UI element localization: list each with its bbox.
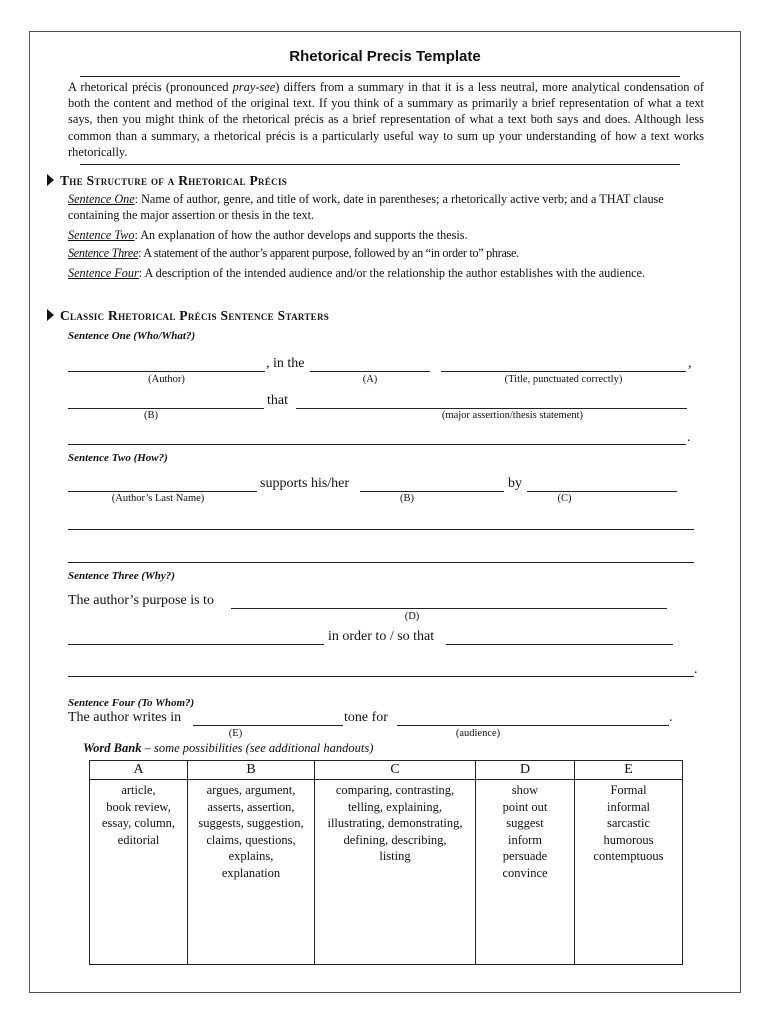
word-bank-label xyxy=(83,741,373,756)
tone-text: tone for xyxy=(344,710,388,725)
purpose-blank[interactable] xyxy=(231,608,667,609)
writes-text: The author writes in xyxy=(68,710,182,725)
in-the-text: , in the xyxy=(266,356,305,371)
structure-heading-text: The Structure of a Rhetorical Précis xyxy=(60,173,288,188)
audience-blank[interactable] xyxy=(397,725,669,726)
column-header-b: B xyxy=(188,761,315,780)
intro-paragraph xyxy=(68,79,704,160)
word-bank-word: show xyxy=(511,783,539,797)
word-bank-cell-e xyxy=(575,780,683,965)
sentence-three-label: Sentence Three (Why?) xyxy=(68,570,175,582)
caption-d: (D) xyxy=(404,611,420,622)
word-bank-word: explains, xyxy=(228,849,274,863)
purpose-text: The author’s purpose is to xyxy=(68,593,214,608)
word-bank-word: suggests, suggestion, xyxy=(198,816,304,830)
column-header-c: C xyxy=(315,761,476,780)
word-bank-word: argues, argument, xyxy=(206,783,296,797)
word-bank-title: Word Bank xyxy=(83,741,142,755)
genre-blank[interactable] xyxy=(310,371,430,372)
s3-period: . xyxy=(694,662,698,677)
word-bank-word: listing xyxy=(379,849,411,863)
word-bank-word: point out xyxy=(502,799,548,814)
in-order-blank[interactable] xyxy=(446,644,673,645)
structure-item-label: Sentence Three xyxy=(68,246,139,260)
author-blank[interactable] xyxy=(68,371,265,372)
word-bank-word: defining, describing, xyxy=(343,832,447,847)
word-bank-word: humorous xyxy=(603,832,654,847)
structure-item-1 xyxy=(68,191,718,223)
column-header-e: E xyxy=(575,761,683,780)
word-bank-table xyxy=(89,760,683,965)
word-bank-word: article, xyxy=(121,783,156,797)
word-bank-word: illustrating, demonstrating, xyxy=(327,816,463,830)
word-bank-word: editorial xyxy=(117,832,160,847)
s1-period: . xyxy=(687,430,691,445)
structure-item-text: : An explanation of how the author develops and supports the thesis. xyxy=(134,228,468,242)
word-bank-word: essay, column, xyxy=(101,816,176,830)
word-bank-word: asserts, assertion, xyxy=(207,799,295,814)
by-text: by xyxy=(508,476,522,491)
sentence-two-label: Sentence Two (How?) xyxy=(68,452,168,464)
that-text: that xyxy=(267,393,288,408)
word-bank-sublabel: – some possibilities (see additional handouts) xyxy=(141,741,374,755)
caption-e: (E) xyxy=(228,728,243,739)
s3-line[interactable] xyxy=(68,676,694,677)
word-bank-cell-d xyxy=(476,780,575,965)
caption-audience: (audience) xyxy=(455,728,501,739)
structure-item-text: : A statement of the author’s apparent purpose, followed by an “in order to” phrase. xyxy=(138,246,519,260)
word-bank-cell-a xyxy=(90,780,188,965)
word-bank-word: explanation xyxy=(221,865,281,880)
caption-b: (B) xyxy=(144,410,158,421)
structure-item-2 xyxy=(68,227,718,243)
s2-b-blank[interactable] xyxy=(360,491,504,492)
tone-blank[interactable] xyxy=(193,725,343,726)
caption-last-name: (Author’s Last Name) xyxy=(111,493,205,504)
page-title: Rhetorical Precis Template xyxy=(289,48,481,65)
bullet-triangle-icon xyxy=(47,309,54,321)
caption-a: (A) xyxy=(362,374,378,385)
purpose-continued-blank[interactable] xyxy=(68,644,324,645)
word-bank-word: sarcastic xyxy=(606,816,651,830)
supports-text: supports his/her xyxy=(260,476,350,491)
title-blank[interactable] xyxy=(441,371,686,372)
structure-item-text: : A description of the intended audience and/or the relationship the author establishes with the audience. xyxy=(138,266,646,280)
column-header-d: D xyxy=(476,761,575,780)
s2-c-blank[interactable] xyxy=(527,491,677,492)
starters-heading-text: Classic Rhetorical Précis Sentence Starters xyxy=(60,308,330,323)
caption-s2-c: (C) xyxy=(557,493,572,504)
intro-top-rule xyxy=(80,76,680,77)
structure-item-3 xyxy=(68,245,718,261)
structure-item-4 xyxy=(68,265,678,281)
word-bank-word: comparing, contrasting, xyxy=(335,783,455,797)
thesis-continued-blank[interactable] xyxy=(68,444,686,445)
structure-item-label: Sentence One xyxy=(68,192,135,206)
title-comma: , xyxy=(688,356,692,371)
starters-heading xyxy=(47,308,329,324)
word-bank-word: telling, explaining, xyxy=(347,799,443,814)
s4-period: . xyxy=(669,710,673,725)
caption-s2-b: (B) xyxy=(400,493,414,504)
word-bank-word: contemptuous xyxy=(593,849,664,863)
structure-item-label: Sentence Two xyxy=(68,228,135,242)
s2-line-1[interactable] xyxy=(68,529,694,530)
caption-thesis: (major assertion/thesis statement) xyxy=(441,410,584,421)
caption-title: (Title, punctuated correctly) xyxy=(504,374,623,385)
word-bank-header-row xyxy=(90,761,683,780)
word-bank-word: persuade xyxy=(502,849,548,863)
sentence-one-label: Sentence One (Who/What?) xyxy=(68,330,196,342)
in-order-text: in order to / so that xyxy=(328,629,435,644)
word-bank-row xyxy=(90,780,683,965)
thesis-blank[interactable] xyxy=(296,408,687,409)
word-bank-word: book review, xyxy=(106,799,171,814)
word-bank-word: informal xyxy=(606,799,651,814)
intro-text-2: ) differs from a summary in that it is a less neutral, more analytical condensation of both the content and method of the original text. If you think of a summary as primarily a brief representation of what a text says, then you might think of the rhetorical précis as a brief representation of what a text both says and does. Although less common than a summary, a rhetorical précis is a particularly useful way to sum up your understanding of how a text works rhetorically. xyxy=(68,80,704,159)
word-bank-cell-b xyxy=(188,780,315,965)
bullet-triangle-icon xyxy=(47,174,54,186)
intro-pronunciation: pray-see xyxy=(232,80,276,94)
s2-line-2[interactable] xyxy=(68,562,694,563)
structure-item-label: Sentence Four xyxy=(68,266,139,280)
intro-bottom-rule xyxy=(80,164,680,165)
word-bank-cell-c xyxy=(315,780,476,965)
intro-text-1: A rhetorical précis (pronounced xyxy=(68,80,233,94)
last-name-blank[interactable] xyxy=(68,491,257,492)
word-bank-word: Formal xyxy=(610,783,647,797)
word-bank-word: convince xyxy=(502,865,548,880)
structure-heading xyxy=(47,173,287,189)
verb-blank[interactable] xyxy=(68,408,264,409)
word-bank-word: claims, questions, xyxy=(206,832,296,847)
word-bank-word: inform xyxy=(507,832,543,847)
structure-item-text: : Name of author, genre, and title of work, date in parentheses; a rhetorically active verb; and a THAT clause containing the major assertion or thesis in the text. xyxy=(68,192,664,222)
word-bank-word: suggest xyxy=(506,816,544,830)
column-header-a: A xyxy=(90,761,188,780)
sentence-four-label: Sentence Four (To Whom?) xyxy=(68,697,195,709)
caption-author: (Author) xyxy=(148,374,185,385)
